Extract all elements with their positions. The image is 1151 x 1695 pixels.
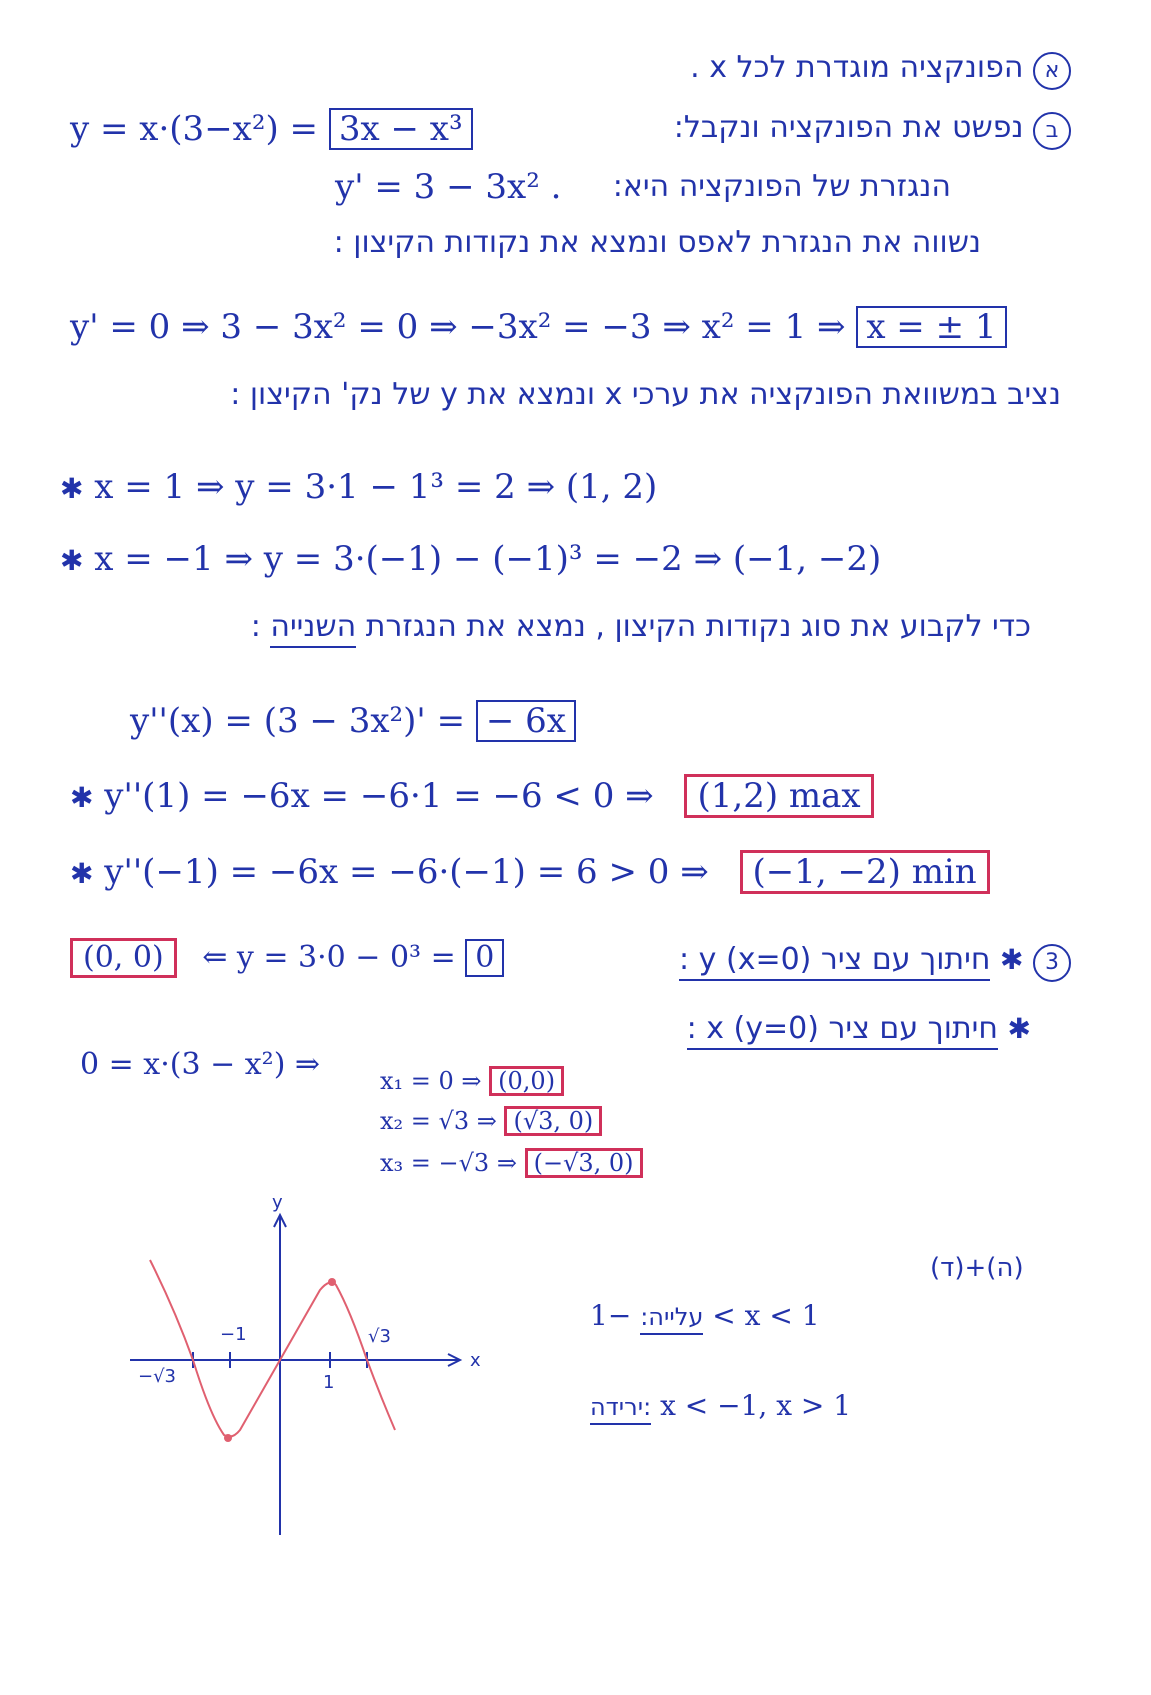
second-derivative-text: כדי לקבוע את סוג נקודות הקיצון , נמצא את הנגזרת bbox=[365, 609, 1031, 644]
increase-range: −1 < x < 1 bbox=[590, 1299, 820, 1332]
x-equation: 0 = x·(3 − x²) ⇒ bbox=[80, 1047, 321, 1082]
check1-line bbox=[70, 774, 874, 818]
asterisk-icon: ✱ bbox=[60, 472, 84, 505]
second-derivative-left: y''(x) = (3 − 3x²)' = bbox=[130, 701, 466, 741]
root-point: (0,0) bbox=[489, 1066, 564, 1096]
solve-line bbox=[70, 306, 1007, 348]
derivative-formula: y' = 3 − 3x² . bbox=[335, 167, 562, 207]
asterisk-icon: ✱ bbox=[1007, 1012, 1031, 1045]
min-point-marker bbox=[224, 1434, 232, 1442]
function-sketch bbox=[120, 1190, 510, 1540]
section-b-intro: נפשט את הפונקציה ונקבל: bbox=[673, 110, 1024, 145]
max-point-marker bbox=[328, 1278, 336, 1286]
x-intercept-cond: (y=0) : bbox=[686, 1011, 819, 1046]
check1-left: y''(1) = −6x = −6·1 = −6 < 0 ⇒ bbox=[104, 776, 654, 816]
derivative-label: הנגזרת של הפונקציה היא: bbox=[612, 169, 951, 204]
y-intercept-cond: (x=0) : bbox=[679, 942, 812, 977]
x-intercept-label: חיתוך עם ציר x bbox=[706, 1011, 998, 1046]
y-intercept-calc: ⇐ y = 3·0 − 0³ = bbox=[202, 940, 456, 975]
section-a-marker: א bbox=[1033, 52, 1071, 90]
section-c-marker: 3 bbox=[1033, 944, 1071, 982]
min-point-box: (−1, −2) min bbox=[740, 850, 990, 894]
substitute-text: נציב במשוואת הפונקציה את ערכי x ונמצא את y של נק' הקיצון : bbox=[230, 377, 1061, 412]
root-2 bbox=[380, 1106, 602, 1136]
check2-line bbox=[70, 850, 990, 894]
root-eq: x₃ = −√3 ⇒ bbox=[380, 1149, 517, 1177]
check2-left: y''(−1) = −6x = −6·(−1) = 6 > 0 ⇒ bbox=[104, 852, 709, 892]
cubic-curve bbox=[150, 1260, 395, 1437]
point1-calc: x = 1 ⇒ y = 3·1 − 1³ = 2 ⇒ (1, 2) bbox=[94, 467, 658, 507]
point1-line bbox=[60, 467, 658, 507]
increase-line bbox=[590, 1299, 820, 1332]
point2-calc: x = −1 ⇒ y = 3·(−1) − (−1)³ = −2 ⇒ (−1, −2) bbox=[94, 539, 882, 579]
max-point-box: (1,2) max bbox=[684, 774, 873, 818]
decrease-label: ירידה: bbox=[590, 1393, 651, 1425]
section-b-marker: ב bbox=[1033, 112, 1071, 150]
y-intercept-label: חיתוך עם ציר y bbox=[698, 942, 991, 977]
root-point: (√3, 0) bbox=[504, 1106, 602, 1136]
y-intercept-value: 0 bbox=[465, 939, 504, 977]
x-axis-label: x bbox=[470, 1350, 481, 1371]
simplify-left: y = x·(3−x²) = bbox=[70, 109, 319, 149]
simplify-equation bbox=[70, 108, 473, 150]
asterisk-icon: ✱ bbox=[60, 544, 84, 577]
root-eq: x₂ = √3 ⇒ bbox=[380, 1107, 497, 1135]
y-intercept-result: (0, 0) bbox=[70, 938, 177, 978]
section-b-intro-line bbox=[674, 112, 1071, 150]
decrease-line bbox=[590, 1389, 852, 1422]
second-derivative-result: − 6x bbox=[476, 700, 576, 742]
section-de-markers: (ד)+(ה) bbox=[930, 1253, 1024, 1283]
second-derivative-word: השנייה bbox=[270, 609, 356, 648]
tick-label-neg1: −1 bbox=[220, 1324, 247, 1345]
set-zero-text: נשווה את הנגזרת לאפס ונמצא את נקודות הקיצון : bbox=[333, 225, 981, 260]
root-3 bbox=[380, 1148, 643, 1178]
second-derivative-text-line: כדי לקבוע את סוג נקודות הקיצון , נמצא את הנגזרת השנייה : bbox=[251, 612, 1031, 642]
solve-chain: y' = 0 ⇒ 3 − 3x² = 0 ⇒ −3x² = −3 ⇒ x² = 1 ⇒ bbox=[70, 307, 846, 347]
y-intercept-label-line bbox=[679, 944, 1071, 982]
second-derivative-line bbox=[130, 700, 576, 742]
asterisk-icon: ✱ bbox=[999, 943, 1024, 976]
point2-line bbox=[60, 539, 882, 579]
root-1 bbox=[380, 1066, 564, 1096]
asterisk-icon: ✱ bbox=[70, 857, 94, 890]
solve-result: x = ± 1 bbox=[856, 306, 1006, 348]
y-intercept-calc-line bbox=[70, 938, 504, 978]
root-eq: x₁ = 0 ⇒ bbox=[380, 1067, 482, 1095]
tick-label-neg-sqrt3: −√3 bbox=[138, 1366, 177, 1387]
simplify-result: 3x − x³ bbox=[329, 108, 473, 150]
x-intercept-label-line bbox=[686, 1011, 1031, 1046]
section-a-text: הפונקציה מוגדרת לכל x . bbox=[690, 50, 1024, 85]
tick-label-sqrt3: √3 bbox=[368, 1326, 391, 1347]
asterisk-icon: ✱ bbox=[70, 781, 94, 814]
increase-label: עלייה: bbox=[640, 1303, 703, 1335]
tick-label-1: 1 bbox=[323, 1372, 335, 1393]
decrease-range: x < −1, x > 1 bbox=[660, 1389, 852, 1422]
section-a-line bbox=[690, 52, 1071, 90]
root-point: (−√3, 0) bbox=[525, 1148, 643, 1178]
y-axis-label: y bbox=[272, 1192, 283, 1213]
